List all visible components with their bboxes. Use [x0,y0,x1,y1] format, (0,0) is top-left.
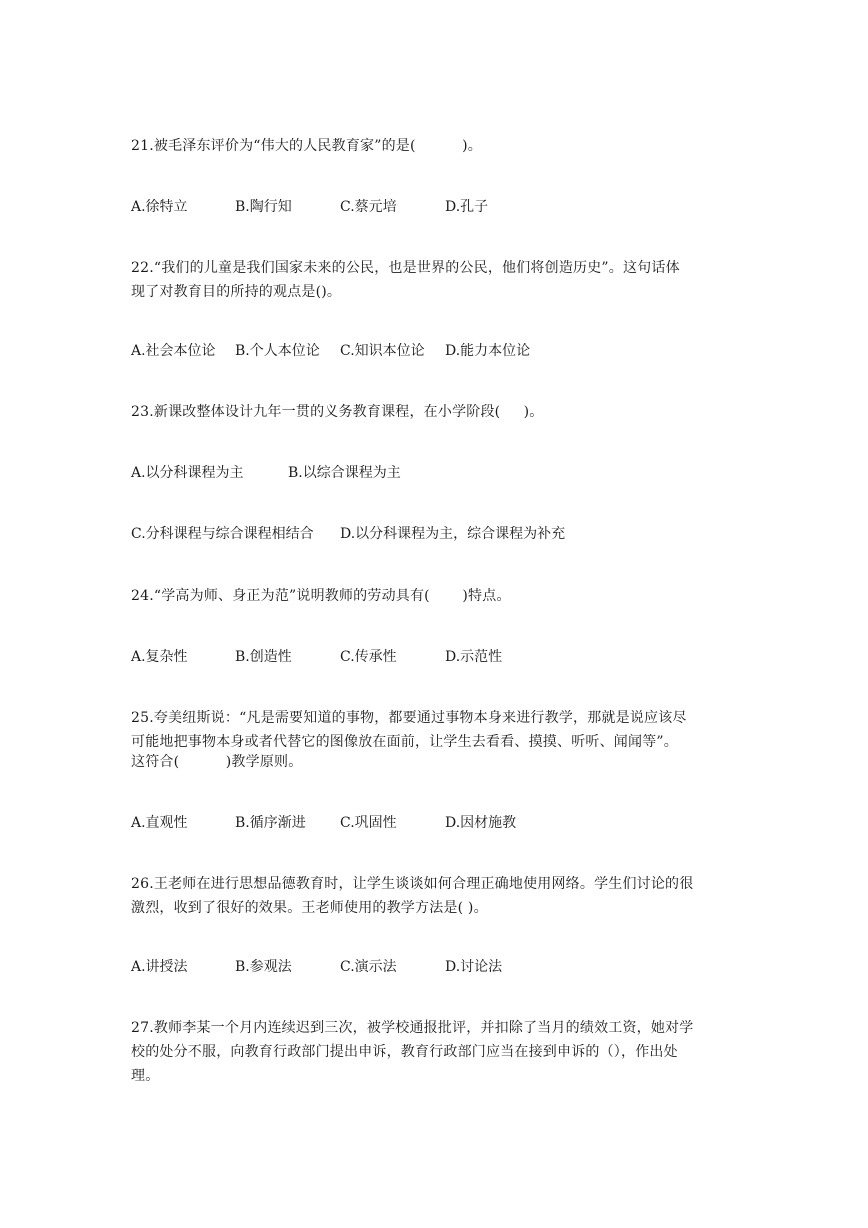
option-c: C.巩固性 [340,815,397,831]
option-a: A.直观性 [131,815,188,831]
option-a: A.讲授法 [131,959,188,975]
option-a: A.徐特立 [131,199,188,215]
question-21-text: 21.被毛泽东评价为“伟大的人民教育家”的是( )。 [131,138,483,154]
option-d: D.能力本位论 [445,343,531,359]
option-a: A.以分科课程为主 [131,465,244,481]
option-c: C.分科课程与综合课程相结合 [131,526,314,542]
option-b: B.循序渐进 [235,815,306,831]
option-b: B.以综合课程为主 [288,465,401,481]
question-25-text-line-2: 可能地把事物本身或者代替它的图像放在面前，让学生去看看、摸摸、听听、闻闻等”。 [131,734,678,750]
question-24-text: 24.“学高为师、身正为范”说明教师的劳动具有( )特点。 [131,588,511,604]
option-c: C.传承性 [340,649,397,665]
option-d: D.示范性 [445,649,503,665]
option-d: D.讨论法 [445,959,503,975]
option-d: D.因材施教 [445,815,517,831]
option-c: C.知识本位论 [340,343,425,359]
option-d: D.孔子 [445,199,489,215]
question-25-text-line-1: 25.夸美纽斯说：“凡是需要知道的事物，都要通过事物本身来进行教学，那就是说应该尽 [131,710,687,726]
option-b: B.参观法 [235,959,292,975]
question-27-text-line-2: 校的处分不服，向教育行政部门提出申诉，教育行政部门应当在接到申诉的（），作出处 [131,1044,678,1060]
option-a: A.复杂性 [131,649,188,665]
question-27-text-line-1: 27.教师李某一个月内连续迟到三次，被学校通报批评，并扣除了当月的绩效工资，她对学 [131,1020,694,1036]
option-b: B.创造性 [235,649,292,665]
question-26-text-line-2: 激烈，收到了很好的效果。王老师使用的教学方法是( )。 [131,900,488,916]
question-23-text: 23.新课改整体设计九年一贯的义务教育课程，在小学阶段( )。 [131,404,544,420]
option-b: B.陶行知 [235,199,292,215]
question-25-text-line-3: 这符合( )教学原则。 [131,754,303,770]
option-c: C.演示法 [340,959,397,975]
question-22-text-line-2: 现了对教育目的所持的观点是()。 [131,284,342,300]
question-26-text-line-1: 26.王老师在进行思想品德教育时，让学生谈谈如何合理正确地使用网络。学生们讨论的很 [131,876,694,892]
option-a: A.社会本位论 [131,343,216,359]
option-b: B.个人本位论 [235,343,320,359]
option-c: C.蔡元培 [340,199,397,215]
option-d: D.以分科课程为主，综合课程为补充 [340,526,566,542]
question-27-text-line-3: 理。 [131,1068,160,1084]
question-22-text-line-1: 22.“我们的儿童是我们国家未来的公民，也是世界的公民，他们将创造历史”。这句话体 [131,260,680,276]
